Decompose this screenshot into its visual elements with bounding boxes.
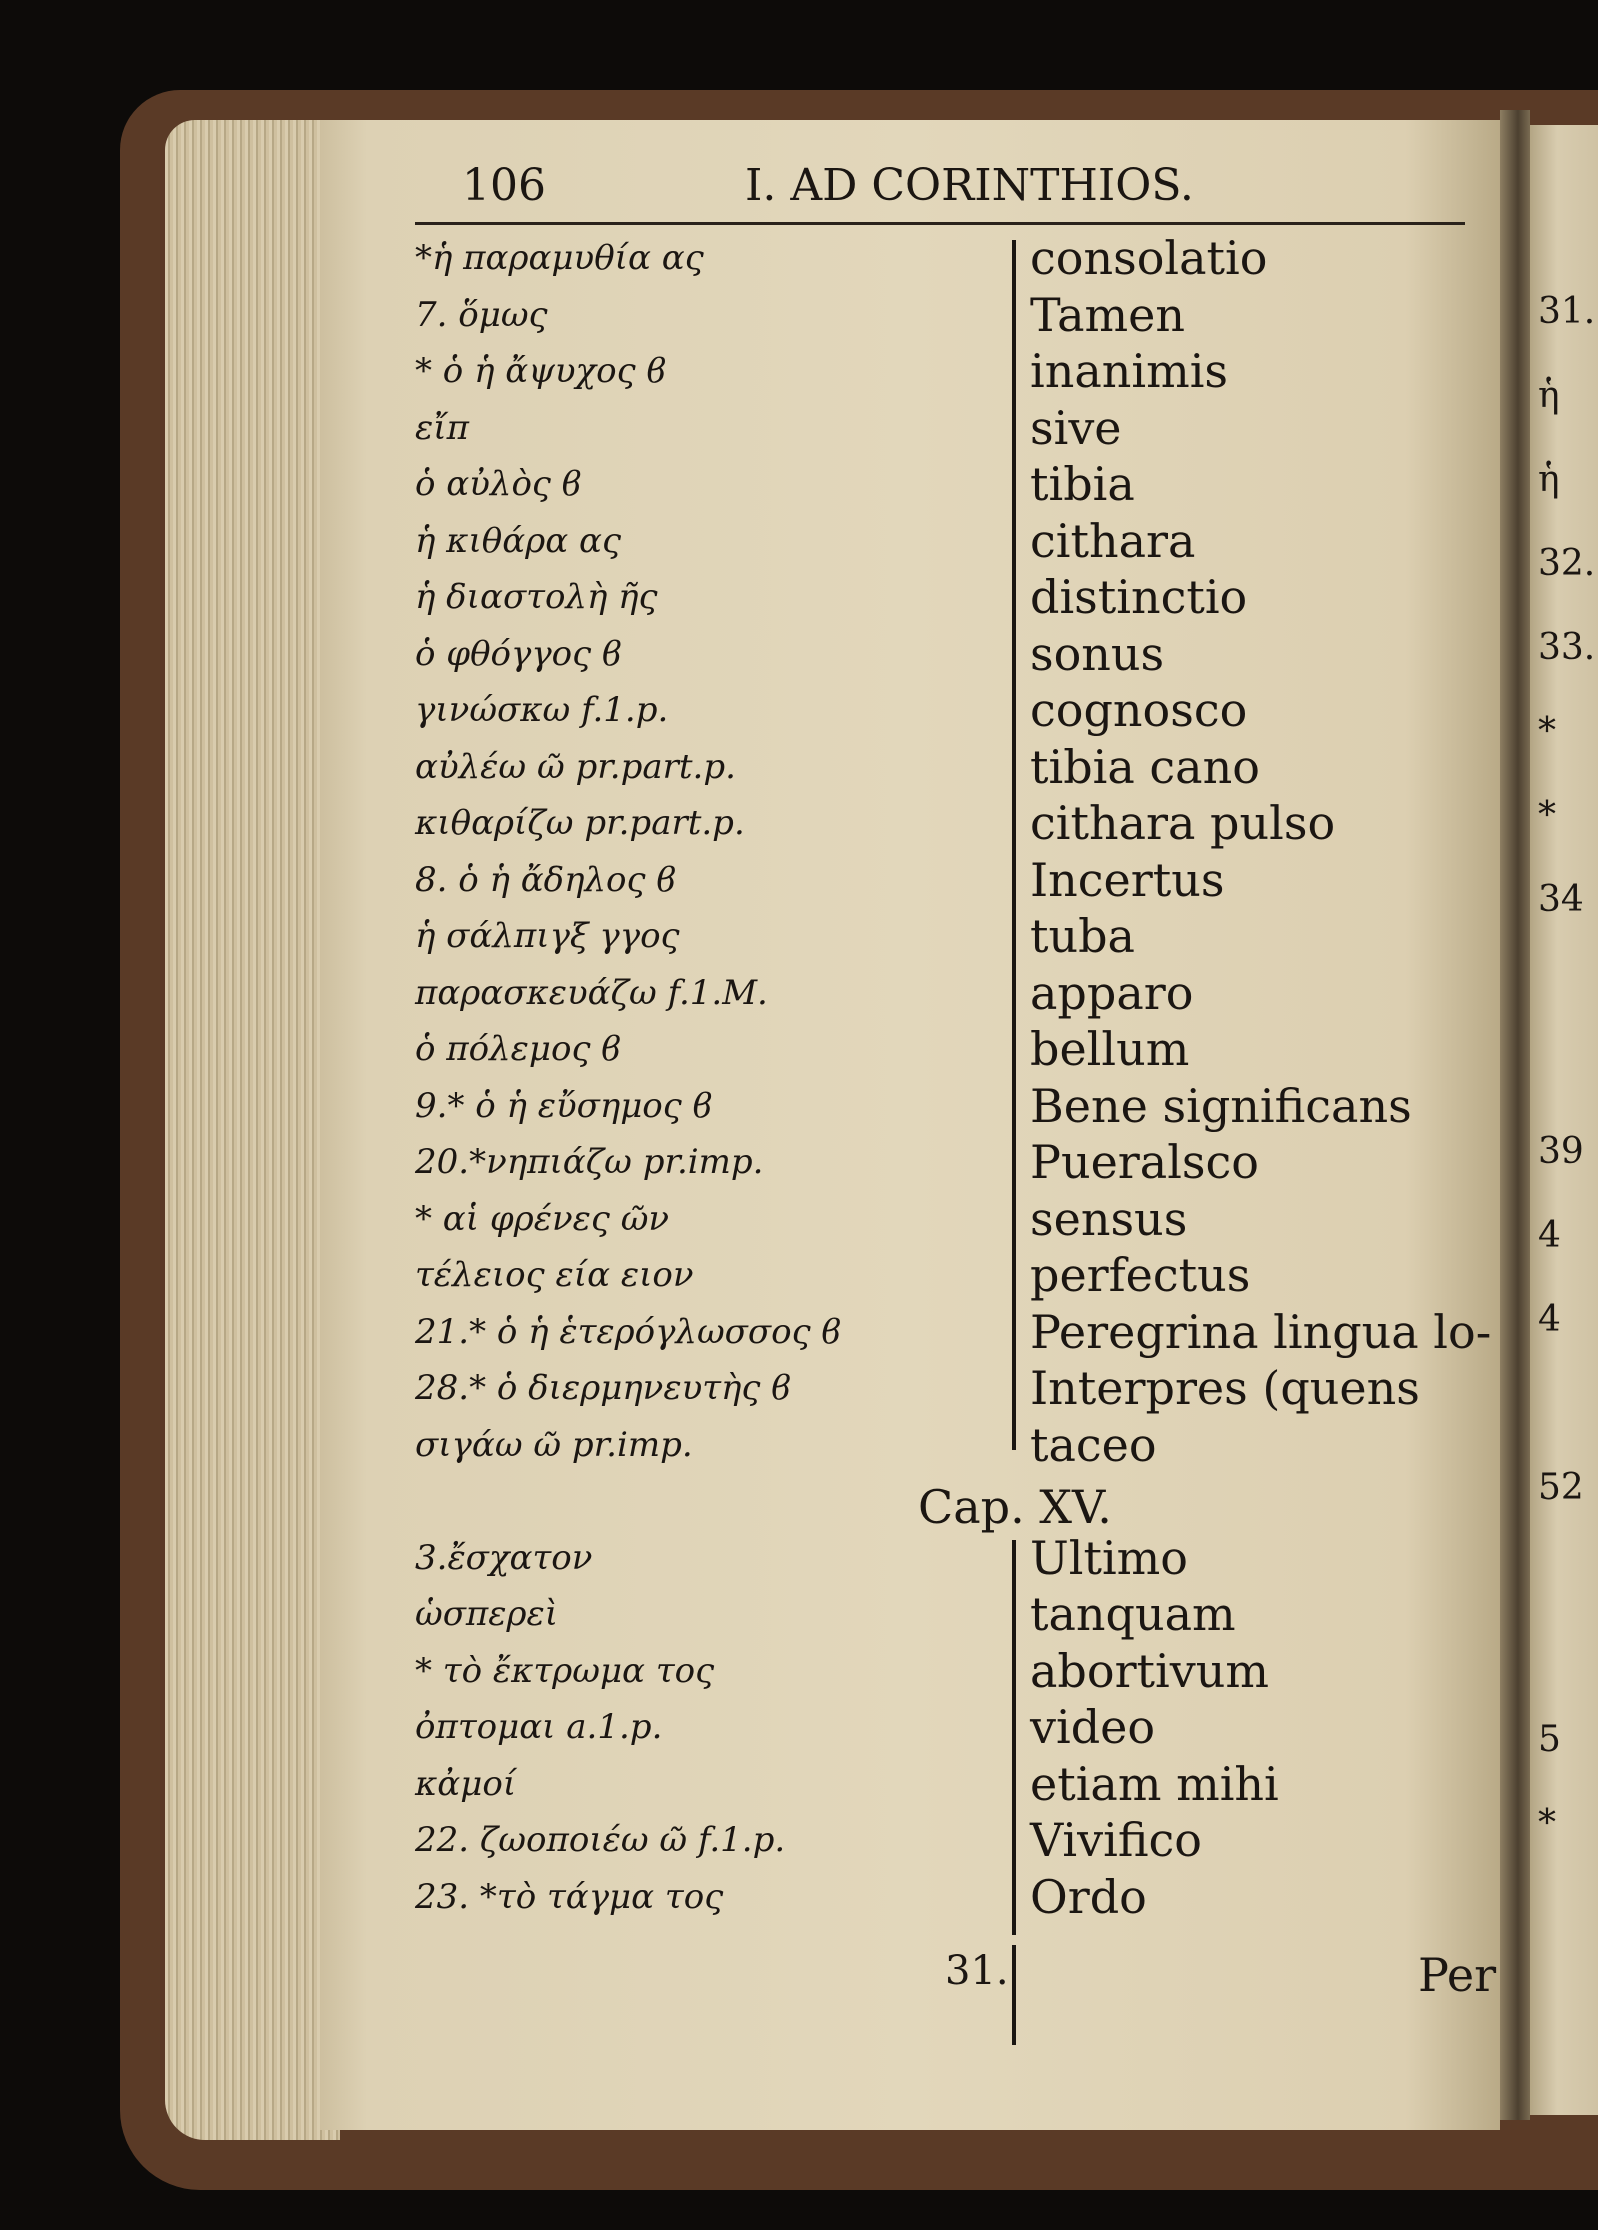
- greek-entry: ἡ κιθάρα ας: [415, 520, 621, 561]
- column-divider-upper: [1012, 240, 1016, 1450]
- verse-marker: 31.: [945, 1948, 1009, 1994]
- greek-entry: * τὸ ἔκτρωμα τος: [415, 1650, 715, 1691]
- column-divider-lower: [1012, 1945, 1016, 2045]
- right-page-fragment: 34: [1538, 879, 1584, 920]
- greek-entry: ὁ φθόγγος ϐ: [415, 633, 622, 674]
- greek-entry: 3.ἔσχατον: [415, 1537, 593, 1578]
- right-page-fragment: ἡ: [1538, 375, 1560, 416]
- greek-entry: * αἱ φρένες ῶν: [415, 1198, 670, 1239]
- greek-entry: 8. ὁ ἡ ἄδηλος ϐ: [415, 859, 677, 900]
- greek-entry: [415, 1473, 955, 1530]
- latin-entry: Pueralsco: [1030, 1135, 1259, 1189]
- latin-entry: cithara pulso: [1030, 796, 1336, 850]
- greek-entry: ὡσπερεὶ: [415, 1594, 559, 1634]
- latin-entry: cognosco: [1030, 683, 1248, 737]
- greek-entry: σιγάω ῶ pr.imp.: [415, 1424, 693, 1465]
- latin-entry: video: [1030, 1700, 1156, 1754]
- greek-entry: 20.*νηπιάζω pr.imp.: [415, 1142, 764, 1182]
- right-page-fragment: 33.: [1538, 627, 1596, 668]
- greek-entry: παρασκευάζω f.1.M.: [415, 972, 768, 1013]
- greek-entry: αὐλέω ῶ pr.part.p.: [415, 746, 736, 787]
- latin-entry: Ultimo: [1030, 1530, 1188, 1585]
- right-page-fragment: [1538, 942, 1598, 1026]
- catchword: Per: [1418, 1948, 1497, 2002]
- book-gutter: [1500, 110, 1530, 2120]
- right-page-fragment: *: [1538, 711, 1556, 752]
- right-page-fragment: *: [1538, 795, 1556, 836]
- latin-entry: tibia: [1030, 457, 1135, 511]
- greek-entry: 23. *τὸ τάγμα τος: [415, 1876, 724, 1917]
- right-page-fragment: 5: [1538, 1719, 1561, 1760]
- right-page-fragments: [1538, 270, 1598, 1866]
- greek-column: [415, 230, 955, 1925]
- latin-entry: tuba: [1030, 909, 1135, 963]
- latin-entry: Incertus: [1030, 852, 1225, 907]
- right-page-fragment: [1538, 1530, 1598, 1614]
- latin-entry: inanimis: [1030, 344, 1229, 398]
- column-divider-middle: [1012, 1540, 1016, 1935]
- latin-entry: sive: [1030, 400, 1122, 455]
- latin-entry: bellum: [1030, 1022, 1190, 1076]
- latin-entry: abortivum: [1030, 1643, 1269, 1698]
- latin-entry: sonus: [1030, 626, 1165, 681]
- page-edges: [165, 120, 340, 2140]
- latin-entry: Tamen: [1030, 287, 1186, 342]
- right-page-fragment: [1538, 1362, 1598, 1446]
- greek-entry: ἡ σάλπιγξ γγος: [415, 916, 680, 956]
- right-page-fragment: 39: [1538, 1131, 1584, 1172]
- latin-entry: sensus: [1030, 1191, 1188, 1246]
- greek-entry: 22. ζωοποιέω ῶ f.1.p.: [415, 1820, 786, 1860]
- greek-entry: 28.* ὁ διερμηνευτὴς ϐ: [415, 1368, 792, 1408]
- latin-entry: apparo: [1030, 965, 1194, 1020]
- greek-entry: ὁ αὐλὸς ϐ: [415, 464, 582, 504]
- latin-entry: etiam mihi: [1030, 1756, 1279, 1811]
- chapter-heading: Cap. XV.: [918, 1480, 1112, 1534]
- latin-entry: Peregrina lingua lo-: [1030, 1304, 1492, 1359]
- greek-entry: 9.* ὁ ἡ εὔσημος ϐ: [415, 1085, 713, 1126]
- latin-entry: tanquam: [1030, 1587, 1236, 1641]
- greek-entry: 7. ὅμως: [415, 294, 548, 335]
- latin-entry: tibia cano: [1030, 739, 1260, 794]
- latin-entry: Ordo: [1030, 1869, 1147, 1924]
- latin-entry: taceo: [1030, 1417, 1157, 1472]
- greek-entry: εἴπ: [415, 407, 469, 448]
- greek-entry: * ὁ ἡ ἄψυχος ϐ: [415, 351, 667, 391]
- right-page-fragment: 31.: [1538, 291, 1596, 332]
- latin-entry: distinctio: [1030, 570, 1248, 624]
- right-page-fragment: 4: [1538, 1215, 1561, 1256]
- greek-entry: κιθαρίζω pr.part.p.: [415, 803, 745, 843]
- greek-entry: 21.* ὁ ἡ ἑτερόγλωσσος ϐ: [415, 1311, 842, 1352]
- right-page-fragment: ἡ: [1538, 459, 1560, 500]
- right-page-fragment: [1538, 1614, 1598, 1698]
- right-page-fragment: 4: [1538, 1299, 1561, 1340]
- latin-column: [1030, 230, 1500, 1925]
- header-rule: [415, 222, 1465, 225]
- latin-entry: Bene significans: [1030, 1078, 1412, 1133]
- latin-entry: Interpres (quens: [1030, 1361, 1420, 1415]
- latin-entry: Vivifico: [1030, 1813, 1202, 1867]
- greek-entry: *ἡ παραμυθία ας: [415, 238, 704, 278]
- greek-entry: ὁ πόλεμος ϐ: [415, 1029, 622, 1069]
- page-title: I. AD CORINTHIOS.: [745, 160, 1194, 211]
- greek-entry: τέλειος εία ειον: [415, 1255, 694, 1295]
- right-page-fragment: 32.: [1538, 543, 1596, 584]
- latin-entry: consolatio: [1030, 231, 1268, 285]
- greek-entry: ὀπτομαι a.1.p.: [415, 1707, 663, 1747]
- latin-entry: perfectus: [1030, 1248, 1251, 1302]
- page-number: 106: [462, 160, 546, 211]
- right-page-fragment: *: [1538, 1803, 1556, 1844]
- right-page-fragment: [1538, 1026, 1598, 1110]
- greek-entry: κἀμοί: [415, 1763, 517, 1804]
- latin-entry: cithara: [1030, 513, 1196, 568]
- right-page-fragment: 52: [1538, 1467, 1584, 1508]
- greek-entry: γινώσκω f.1.p.: [415, 690, 669, 730]
- greek-entry: ἡ διαστολὴ ῆς: [415, 577, 658, 617]
